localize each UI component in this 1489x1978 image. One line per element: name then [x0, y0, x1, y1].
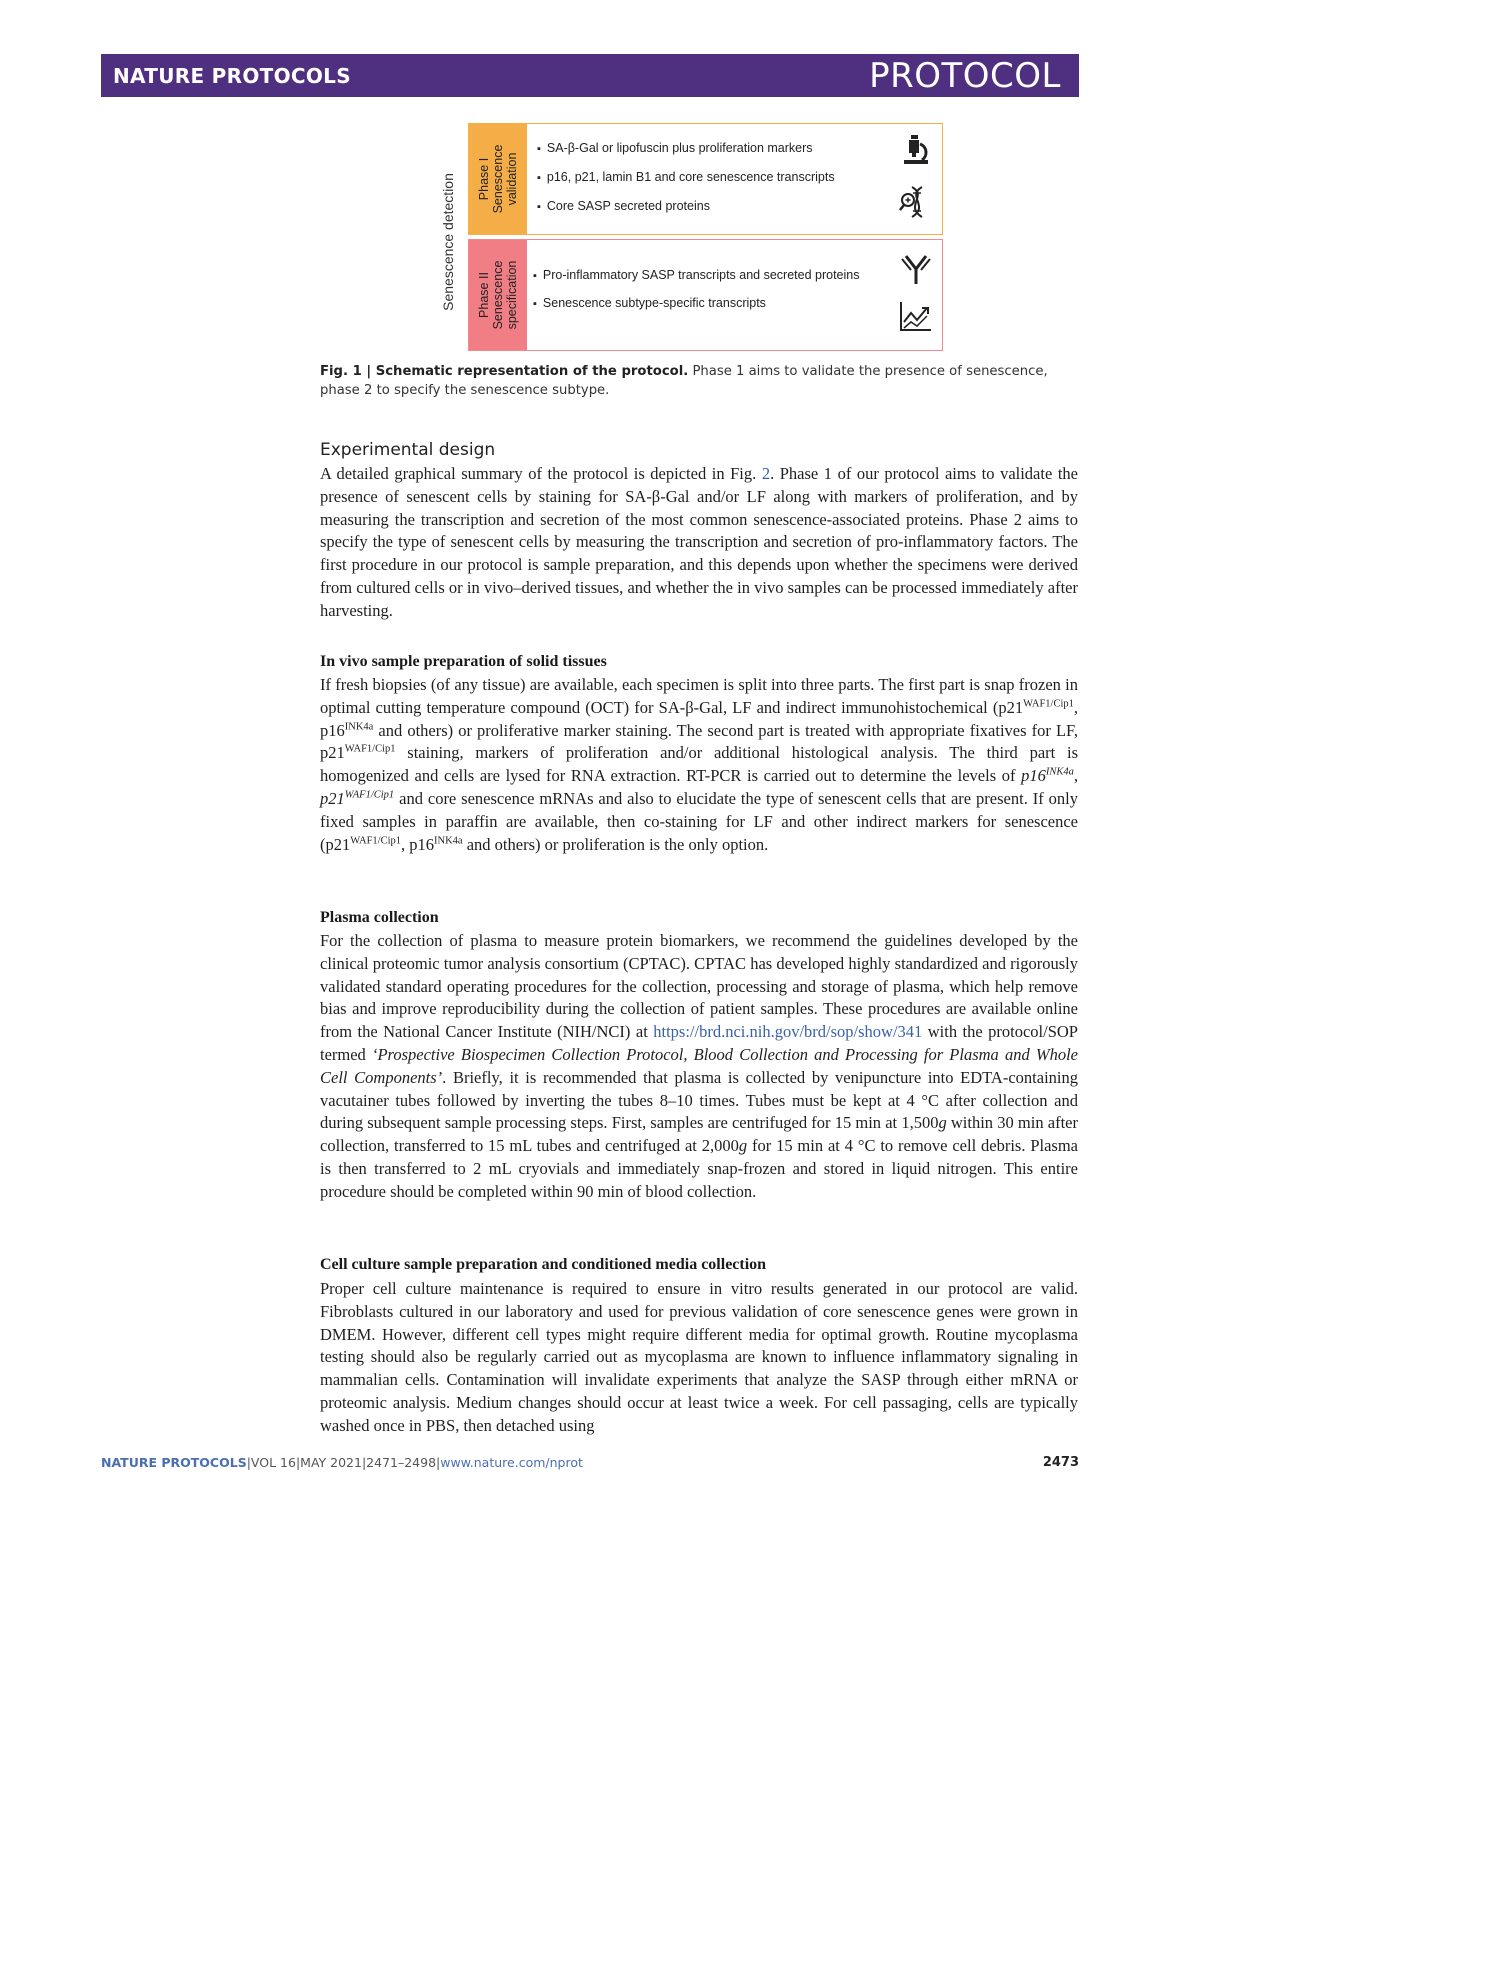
fig-2-link[interactable]: 2 — [761, 464, 771, 483]
trend-chart-icon — [898, 298, 934, 334]
journal-banner — [101, 54, 1079, 97]
subsection-heading: In vivo sample preparation of solid tissues — [320, 653, 607, 670]
section-heading: Experimental design — [320, 440, 496, 460]
journal-name: NATURE PROTOCOLS — [113, 64, 351, 88]
article-type: PROTOCOL — [869, 56, 1061, 96]
page-footer: NATURE PROTOCOLS|VOL 16|MAY 2021|2471–2498|www.nature.com/nprot 2473 — [101, 1455, 1079, 1470]
phase-2-box — [468, 239, 943, 351]
phase-2-bullet: ▪ Senescence subtype-specific transcripts — [533, 296, 766, 310]
paragraph-in-vivo: If fresh biopsies (of any tissue) are available, each specimen is split into three parts. The first part is snap frozen in optimal cutting temperature compound (OCT) for SA-β-Gal, LF and indirect immunohistochemical ($p21^{WAF1/Cip1}$, $p16^{INK4a}$ and others) or proliferative marker staining. The second part is treated with appropriate fixatives for LF, $p21^{WAF1/Cip1}$ staining, markers of proliferation and/or additional histological analysis. The third part is homogenized and cells are lysed for RNA extraction. RT-PCR is carried out to determine the levels of $p16^{INK4a}$, $p21^{WAF1/Cip1}$ and core senescence mRNAs and also to elucidate the type of senescent cells that are present. If only fixed samples in paraffin are available, then co-staining for LF and other indirect markers for senescence ($p21^{WAF1/Cip1}$, $p16^{INK4a}$ and others) or proliferation is the only option. — [320, 675, 1078, 854]
caption-label: Fig. 1 | Schematic representation of the protocol. — [320, 364, 689, 379]
phase-2-bullet: ▪ Pro-inflammatory SASP transcripts and secreted proteins — [533, 268, 859, 282]
phase-1-label: Phase I Senescence validation — [477, 144, 519, 214]
phase-1-tab — [469, 124, 527, 234]
phase-1-box — [468, 123, 943, 235]
antibody-icon — [898, 250, 934, 286]
phase-1-bullet: ▪ p16, p21, lamin B1 and core senescence transcripts — [537, 170, 835, 184]
footer-volume: VOL 16 — [250, 1455, 296, 1470]
footer-date: MAY 2021 — [300, 1455, 362, 1470]
subsection-heading: Cell culture sample preparation and conditioned media collection — [320, 1256, 767, 1273]
phase-2-label: Phase II Senescence specification — [477, 260, 519, 330]
phase-2-tab — [469, 240, 527, 350]
paragraph-plasma: For the collection of plasma to measure protein biomarkers, we recommend the guidelines developed by the clinical proteomic tumor analysis consortium (CPTAC). CPTAC has developed highly standardized and rigorously validated standard operating procedures for the collection, processing and storage of plasma, which help remove bias and improve reproducibility during the collection of patient samples. These procedures are available online from the National Cancer Institute (NIH/NCI) at https://brd.nci.nih.gov/brd/sop/show/341 with the protocol/SOP termed ‘Prospective Biospecimen Collection Protocol, Blood Collection and Processing for Plasma and Whole Cell Components’. Briefly, it is recommended that plasma is collected by venipuncture into EDTA-containing vacutainer tubes followed by inverting the tubes 8–10 times. Tubes must be kept at 4 °C after collection and during subsequent sample processing steps. First, samples are centrifuged for 15 min at 1,500g within 30 min after collection, transferred to 15 mL tubes and centrifuged at 2,000g for 15 min at 4 °C to remove cell debris. Plasma is then transferred to 2 mL cryovials and immediately snap-frozen and stored in liquid nitrogen. This entire procedure should be completed within 90 min of blood collection. — [320, 931, 1079, 1201]
cptac-sop-link[interactable]: https://brd.nci.nih.gov/brd/sop/show/341 — [653, 1022, 923, 1042]
figure-caption — [320, 362, 1080, 400]
dna-magnifier-icon — [898, 184, 934, 220]
microscope-icon — [898, 132, 934, 168]
phase-1-bullet: ▪ Core SASP secreted proteins — [537, 199, 710, 213]
footer-url[interactable]: www.nature.com/nprot — [440, 1455, 583, 1470]
footer-pages: 2471–2498 — [366, 1455, 437, 1470]
paragraph-experimental-design: A detailed graphical summary of the protocol is depicted in Fig. 2. Phase 1 of our protocol aims to validate the presence of senescent cells by staining for SA-β-Gal and/or LF along with markers of proliferation, and by measuring the transcription and secretion of the most common senescence-associated proteins. Phase 2 aims to specify the type of senescent cells by measuring the transcription and secretion of pro-inflammatory factors. The first procedure in our protocol is sample preparation, and this depends upon whether the specimens were derived from cultured cells or in vivo–derived tissues, and whether the in vivo samples can be processed immediately after harvesting. — [320, 464, 1078, 620]
page-number: 2473 — [1042, 1455, 1079, 1470]
subsection-heading: Plasma collection — [320, 909, 439, 926]
paragraph-cell-culture: Proper cell culture maintenance is required to ensure in vitro results generated in our protocol are valid. Fibroblasts cultured in our laboratory and used for previous validation of core senescence genes were grown in DMEM. However, different cell types might require different media for optimal growth. Routine mycoplasma testing should also be regularly carried out as mycoplasma are known to influence inflammatory signaling in mammalian cells. Contamination will invalidate experiments that analyze the SASP through either mRNA or proteomic analysis. Medium changes should occur at least twice a week. For cell passaging, cells are typically washed once in PBS, then detached using — [320, 1279, 1078, 1435]
phase-1-bullet: ▪ SA-β-Gal or lipofuscin plus proliferation markers — [537, 141, 813, 155]
figure-1: Senescence detection Phase I Senescence validation ▪ SA-β-Gal or lipofuscin plus proliferation markers ▪ p16, p21, lamin B1 and core senescence transcripts ▪ Core SASP secreted proteins Phase II Senescence specification ▪ Pro-inflammatory SASP transcripts and secreted proteins ▪ Senescence subtype-specific transcripts — [450, 120, 950, 352]
footer-journal: NATURE PROTOCOLS — [101, 1455, 247, 1470]
caption-text: Phase 1 aims to validate the presence of senescence, phase 2 to specify the senescence subtype. — [320, 364, 1048, 398]
